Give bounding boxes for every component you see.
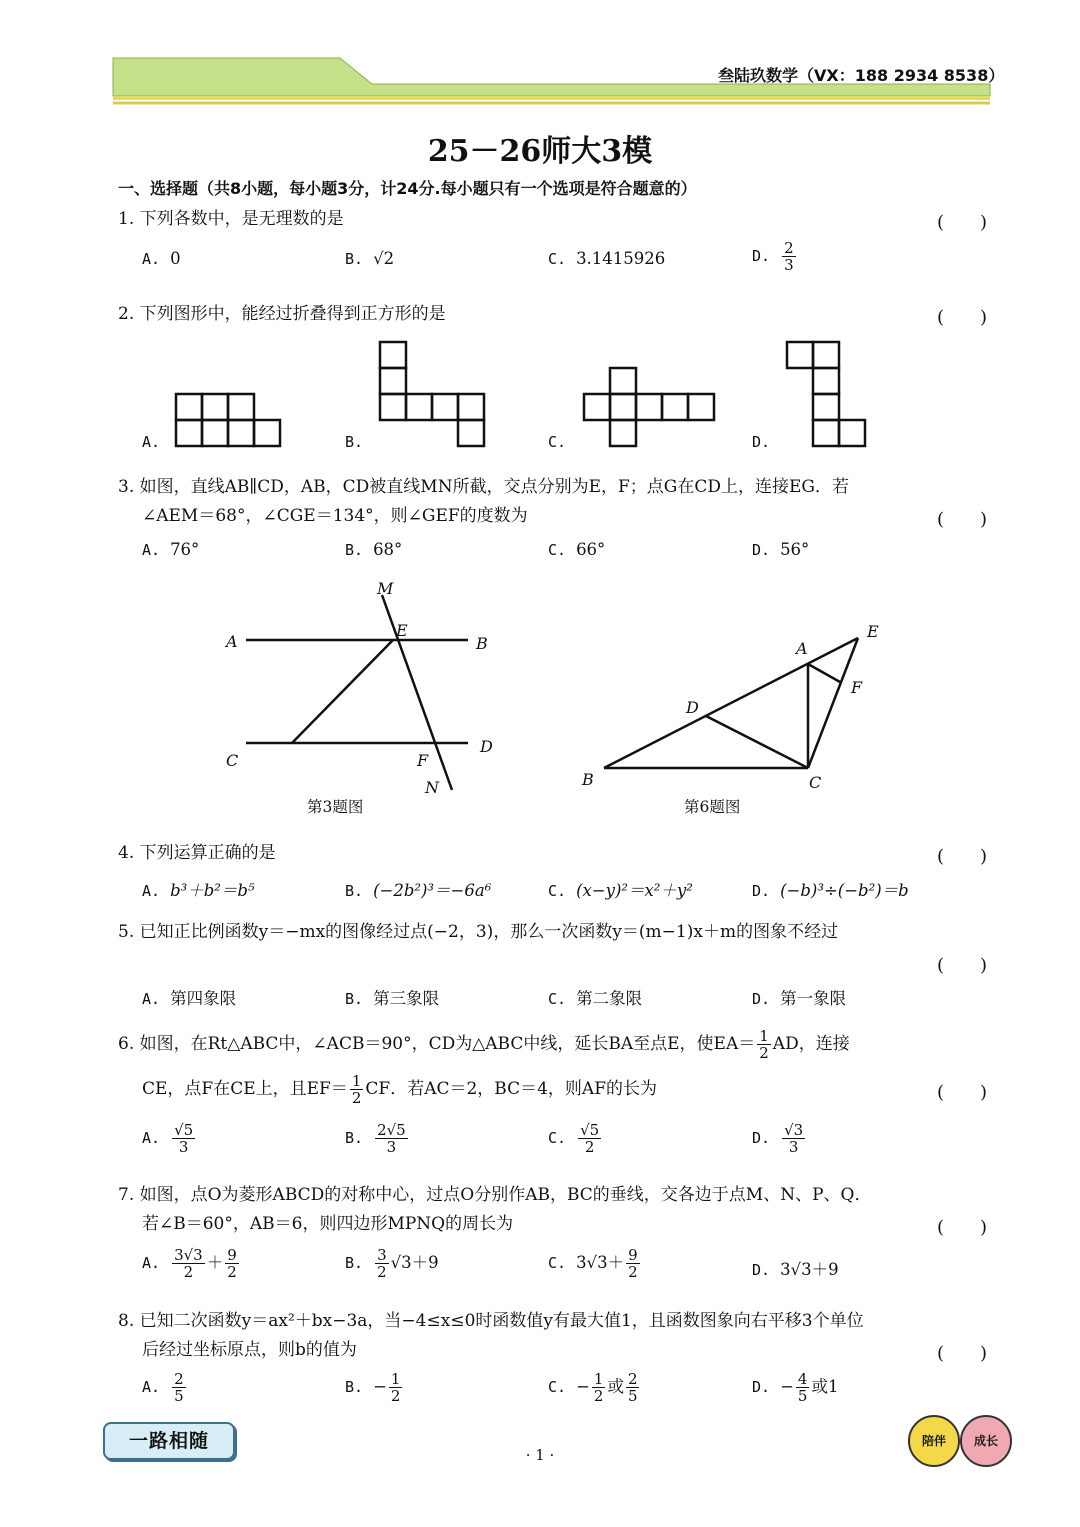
q4-option-b: B. (−2b²)³＝−6a⁶ — [345, 881, 492, 900]
q5-option-b: B. 第三象限 — [345, 989, 440, 1008]
q1-stem: 1. 下列各数中，是无理数的是 — [118, 209, 344, 229]
header-bar — [0, 0, 1080, 110]
fig6-label-b: B — [582, 770, 594, 789]
fig3-caption: 第3题图 — [307, 798, 364, 816]
q3-option-b: B. 68° — [345, 540, 403, 559]
q1-option-b: B. √2 — [345, 249, 395, 268]
q6-option-d: D. $\frac{√3}{3}$ — [752, 1121, 804, 1156]
q6-option-c: C. $\frac{√5}{2}$ — [548, 1121, 600, 1156]
fig6-label-d: D — [686, 698, 699, 717]
answer-paren: ( ) — [937, 1217, 988, 1238]
page-title: 25－26师大3模 — [427, 134, 653, 169]
q2-label-a: A. — [142, 433, 161, 451]
fig3-label-f: F — [417, 751, 429, 770]
q7-option-c: C. 3√3＋ $\frac{9}{2}$ — [548, 1246, 638, 1281]
fig6-label-e: E — [867, 622, 879, 641]
q8-option-a: A. $\frac{2}{5}$ — [142, 1370, 184, 1405]
q3-option-c: C. 66° — [548, 540, 606, 559]
q7-stem-line2: 若∠B＝60°，AB＝6，则四边形MPNQ的周长为 — [142, 1214, 514, 1234]
q3-stem-line2: ∠AEM＝68°，∠CGE＝134°，则∠GEF的度数为 — [142, 506, 528, 526]
page-number: · 1 · — [525, 1446, 555, 1464]
q2-label-c: C. — [548, 433, 567, 451]
q5-option-c: C. 第二象限 — [548, 989, 643, 1008]
fig3-label-d: D — [480, 737, 493, 756]
answer-paren: ( ) — [937, 1082, 988, 1103]
figure-6 — [0, 575, 1080, 815]
q1-option-d: D. $\frac{2}{3}$ — [752, 239, 794, 274]
q8-option-b: B. − $\frac{1}{2}$ — [345, 1370, 401, 1405]
q4-option-c: C. (x−y)²＝x²＋y² — [548, 881, 693, 900]
answer-paren: ( ) — [937, 955, 988, 976]
answer-paren: ( ) — [937, 509, 988, 530]
answer-paren: ( ) — [937, 1343, 988, 1364]
header-decoration — [0, 0, 1080, 110]
q6-stem-line2: CE，点F在CE上，且EF＝ $\frac{1}{2}$ CF．若AC＝2，BC＝4，则AF的长为 — [142, 1072, 657, 1107]
net-b — [380, 342, 484, 446]
q3-option-a: A. 76° — [142, 540, 200, 559]
net-d — [787, 342, 865, 446]
q5-option-d: D. 第一象限 — [752, 989, 847, 1008]
q7-option-b: B. $\frac{3}{2}$ √3＋9 — [345, 1246, 439, 1281]
q7-stem-line1: 7. 如图，点O为菱形ABCD的对称中心，过点O分别作AB，BC的垂线，交各边于点M、N、P、Q． — [118, 1185, 872, 1205]
section-heading: 一、选择题（共8小题，每小题3分，计24分.每小题只有一个选项是符合题意的） — [118, 179, 697, 198]
q4-option-a: A. b³＋b²＝b⁵ — [142, 881, 255, 900]
stamp-growth: 成长 — [960, 1415, 1012, 1467]
q1-option-c: C. 3.1415926 — [548, 249, 666, 268]
q5-stem: 5. 已知正比例函数y＝−mx的图像经过点(−2，3)，那么一次函数y＝(m−1)x＋m的图象不经过 — [118, 922, 839, 942]
answer-paren: ( ) — [937, 307, 988, 328]
q2-label-d: D. — [752, 433, 771, 451]
fig6-label-a: A — [796, 639, 808, 658]
q2-stem: 2. 下列图形中，能经过折叠得到正方形的是 — [118, 304, 446, 324]
q4-stem: 4. 下列运算正确的是 — [118, 843, 276, 863]
answer-paren: ( ) — [937, 846, 988, 867]
fig6-caption: 第6题图 — [684, 798, 741, 816]
answer-paren: ( ) — [937, 212, 988, 233]
fig6-label-f: F — [851, 678, 863, 697]
q6-stem-line1: 6. 如图，在Rt△ABC中，∠ACB＝90°，CD为△ABC中线，延长BA至点E，使EA＝ $\frac{1}{2}$ AD，连接 — [118, 1027, 850, 1062]
fig3-label-b: B — [476, 634, 488, 653]
q6-option-a: A. $\frac{√5}{3}$ — [142, 1121, 194, 1156]
q3-option-d: D. 56° — [752, 540, 810, 559]
fig3-label-a: A — [226, 632, 238, 651]
q7-option-a: A. $\frac{3√3}{2}$ ＋ $\frac{9}{2}$ — [142, 1246, 237, 1281]
fig3-label-c: C — [226, 751, 239, 770]
q4-option-d: D. (−b)³÷(−b²)＝b — [752, 881, 909, 900]
q3-stem-line1: 3. 如图，直线AB∥CD，AB，CD被直线MN所截，交点分别为E，F；点G在CD上，连接EG．若 — [118, 477, 849, 497]
q8-option-c: C. − $\frac{1}{2}$ 或 $\frac{2}{5}$ — [548, 1370, 638, 1405]
fig3-label-m: M — [377, 579, 394, 598]
fig3-label-e: E — [396, 621, 408, 640]
stamp-companion: 陪伴 — [908, 1415, 960, 1467]
q8-stem-line2: 后经过坐标原点，则b的值为 — [142, 1340, 357, 1360]
q6-option-b: B. $\frac{2√5}{3}$ — [345, 1121, 406, 1156]
net-a — [176, 394, 280, 446]
q2-nets-figure — [0, 335, 1080, 455]
brand-text: 叁陆玖数学（VX：188 2934 8538） — [718, 66, 1005, 85]
footer-badge: 一路相随 — [103, 1422, 235, 1460]
fig3-label-n: N — [425, 778, 439, 797]
q7-option-d: D. 3√3＋9 — [752, 1260, 839, 1279]
fig6-label-c: C — [809, 773, 822, 792]
net-c — [584, 368, 714, 446]
q2-label-b: B. — [345, 433, 364, 451]
q8-stem-line1: 8. 已知二次函数y＝ax²＋bx−3a，当−4≤x≤0时函数值y有最大值1，且函数图象向右平移3个单位 — [118, 1311, 864, 1331]
q5-option-a: A. 第四象限 — [142, 989, 237, 1008]
q1-option-a: A. 0 — [142, 249, 181, 268]
q8-option-d: D. − $\frac{4}{5}$ 或1 — [752, 1370, 839, 1405]
